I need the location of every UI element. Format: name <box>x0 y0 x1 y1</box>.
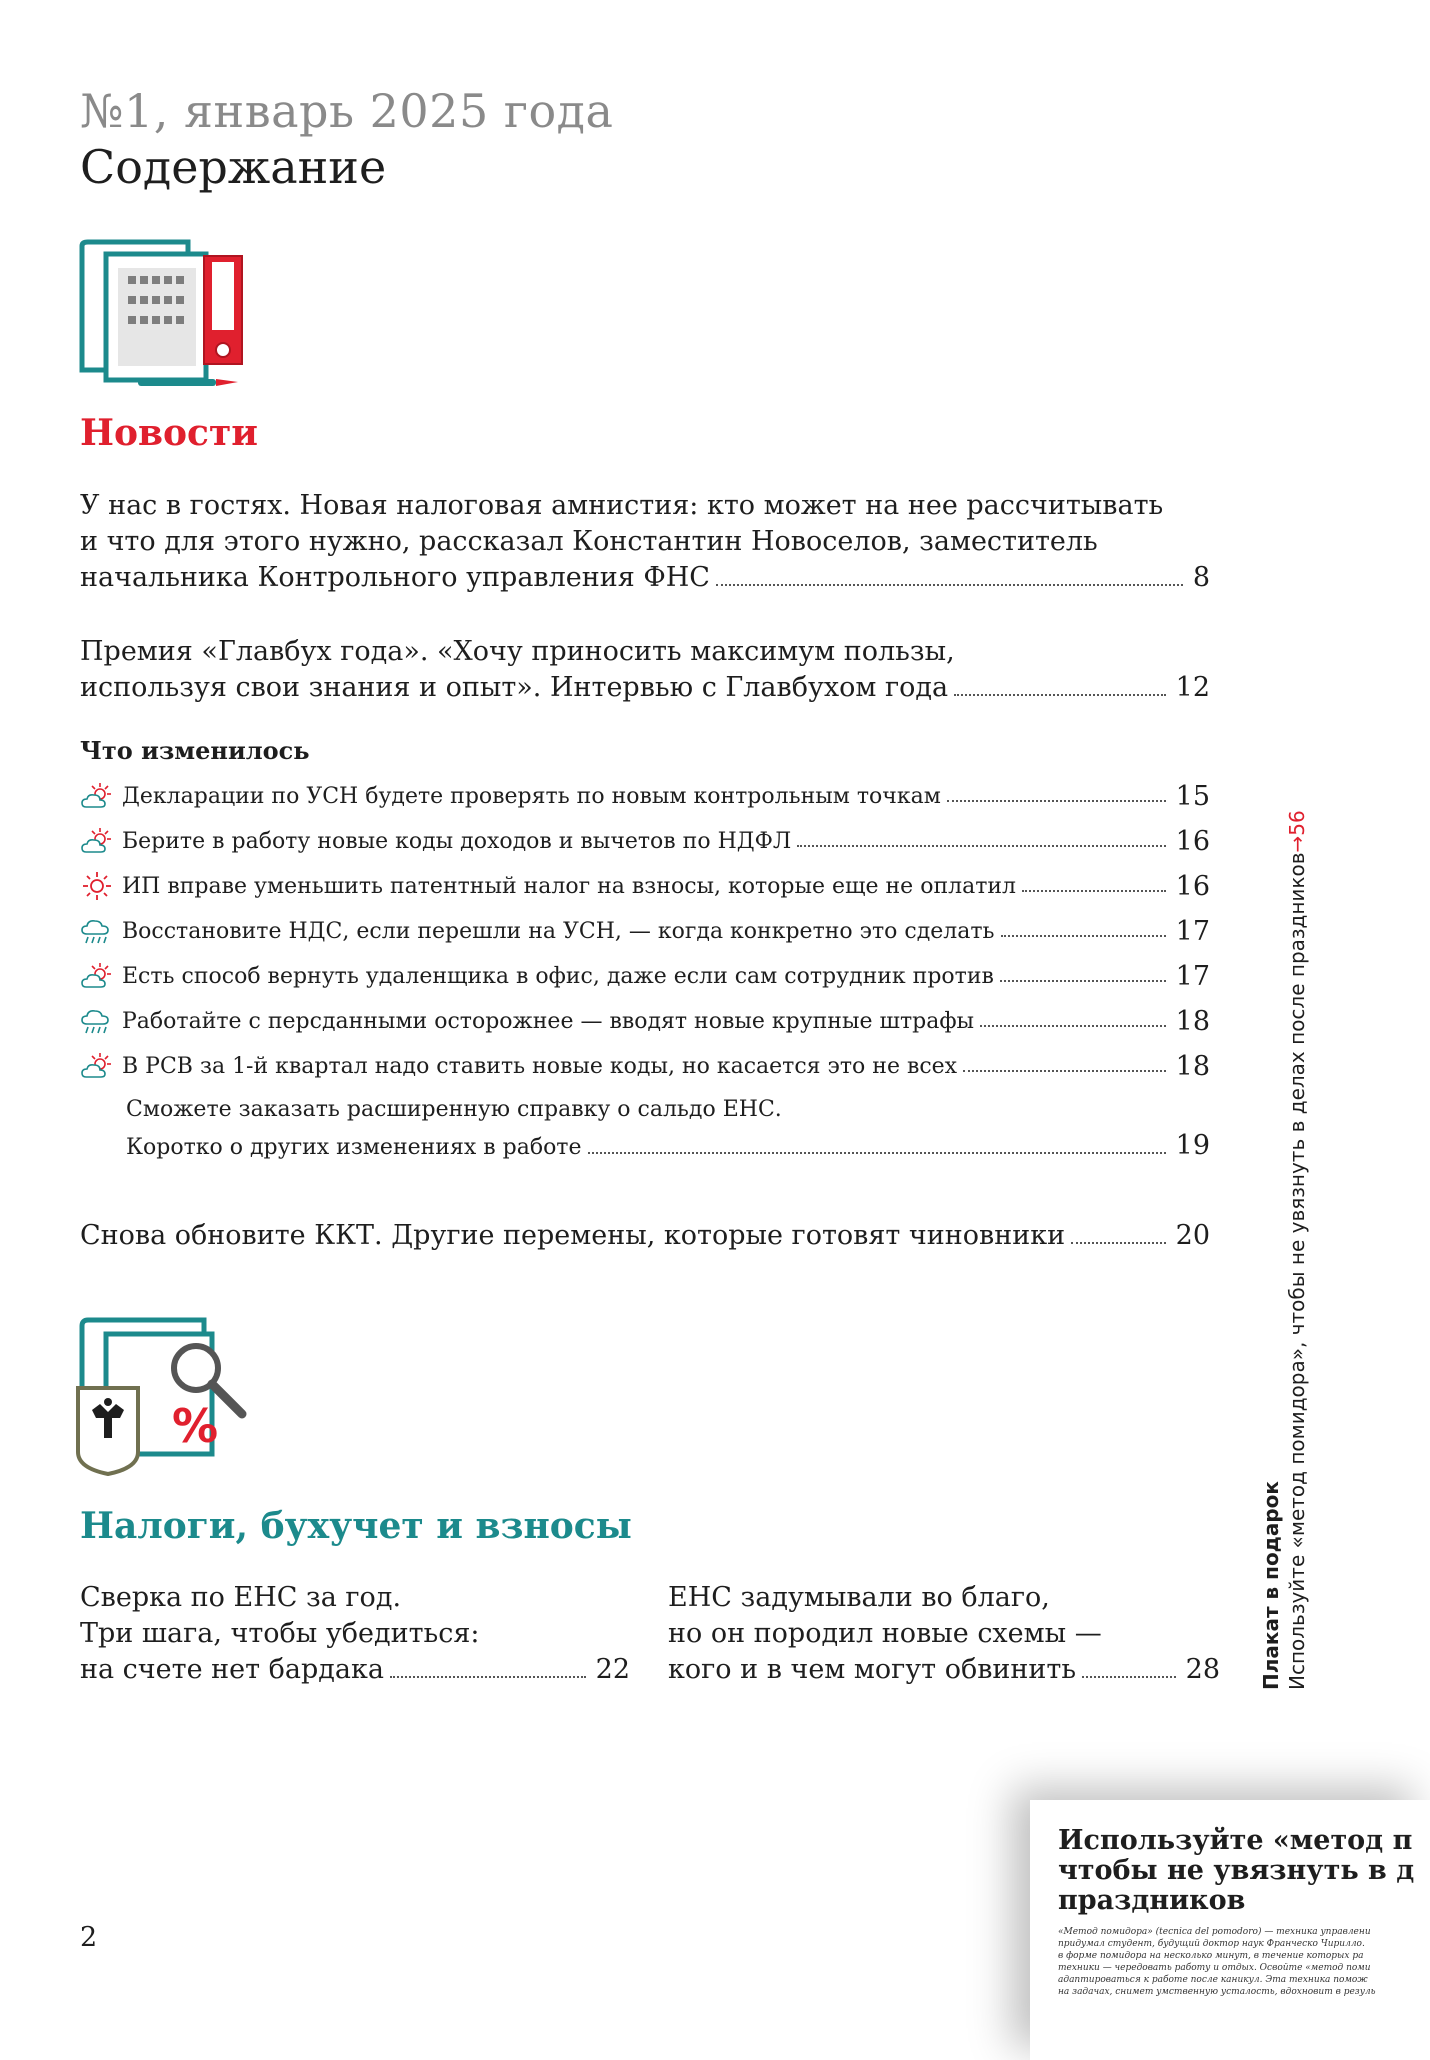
toc-entry[interactable] <box>80 956 1210 996</box>
toc-entry[interactable] <box>80 488 1210 596</box>
issue-label: №1, январь 2025 года <box>80 84 614 138</box>
toc-entry[interactable] <box>80 1046 1210 1086</box>
poster-title-line: Используйте «метод п <box>1058 1825 1413 1856</box>
toc-entry[interactable] <box>80 911 1210 951</box>
page-ref: 16 <box>1175 870 1210 902</box>
page-ref: 20 <box>1175 1220 1210 1251</box>
poster-body-line: адаптироваться к работе после каникул. Эта техника помож <box>1058 1975 1368 1985</box>
leader-dots <box>954 694 1166 696</box>
rain-cloud-icon <box>80 916 114 946</box>
leader-dots <box>1000 980 1166 982</box>
toc-entry-text: Берите в работу новые коды доходов и вычетов по НДФЛ <box>122 828 792 854</box>
news-section-title: Новости <box>80 412 258 454</box>
toc-entry[interactable] <box>80 821 1210 861</box>
tax-documents-icon <box>76 1318 252 1478</box>
toc-entry-line: кого и в чем могут обвинить <box>668 1654 1077 1685</box>
page-ref: 22 <box>595 1654 630 1685</box>
toc-entry-line: Три шага, чтобы убедиться: <box>80 1618 480 1649</box>
poster-body-line: в форме помидора на несколько минут, в течение которых ра <box>1058 1951 1364 1961</box>
leader-dots <box>1001 935 1166 937</box>
sun-icon <box>80 871 114 901</box>
toc-entry-text: В РСВ за 1-й квартал надо ставить новые коды, но касается это не всех <box>122 1053 958 1079</box>
toc-entry[interactable] <box>80 866 1210 906</box>
poster-title-line: чтобы не увязнуть в д <box>1058 1855 1415 1886</box>
toc-entry[interactable] <box>80 776 1210 816</box>
toc-entry[interactable] <box>668 1580 1220 1688</box>
page-ref: 18 <box>1175 1005 1210 1037</box>
page-title: Содержание <box>80 140 387 194</box>
toc-entry-text: Восстановите НДС, если перешли на УСН, — когда конкретно это сделать <box>122 918 995 944</box>
page-ref: 19 <box>1175 1130 1210 1161</box>
poster-body-line: придумал студент, будущий доктор наук Франческо Чирилло. <box>1058 1939 1365 1949</box>
side-note-text: Используйте «метод помидора», чтобы не увязнуть в делах после праздников→56 <box>1285 810 1309 1690</box>
changes-subsection-title: Что изменилось <box>80 736 310 765</box>
toc-entry-line: начальника Контрольного управления ФНС <box>80 562 710 593</box>
toc-entry-text: Работайте с персданными осторожнее — вводят новые крупные штрафы <box>122 1008 975 1034</box>
taxes-section-title: Налоги, бухучет и взносы <box>80 1505 632 1547</box>
documents-folder-icon <box>78 240 248 392</box>
side-note-title: Плакат в подарок <box>1259 1481 1283 1690</box>
toc-entry-line: ЕНС задумывали во благо, <box>668 1582 1050 1613</box>
leader-dots <box>1071 1242 1166 1244</box>
toc-entry[interactable] <box>80 1580 630 1688</box>
poster-body-line: техники — чередовать работу и отдых. Освойте «метод поми <box>1058 1963 1371 1973</box>
leader-dots <box>980 1025 1166 1027</box>
svg-text:%: % <box>172 1399 219 1453</box>
page-ref: 28 <box>1185 1654 1220 1685</box>
toc-entry-line: Сможете заказать расширенную справку о сальдо ЕНС. <box>126 1097 782 1122</box>
leader-dots <box>963 1070 1166 1072</box>
toc-entry-text: ИП вправе уменьшить патентный налог на взносы, которые еще не оплатил <box>122 873 1017 899</box>
poster-title-line: праздников <box>1058 1885 1246 1916</box>
toc-entry-line: Снова обновите ККТ. Другие перемены, которые готовят чиновники <box>80 1220 1066 1251</box>
sun-cloud-icon <box>80 781 114 811</box>
toc-entry-line: Коротко о других изменениях в работе <box>126 1135 582 1160</box>
toc-entry-text: Есть способ вернуть удаленщика в офис, даже если сам сотрудник против <box>122 963 994 989</box>
page-number: 2 <box>80 1922 98 1953</box>
toc-entry-line: используя свои знания и опыт». Интервью с Главбухом года <box>80 672 949 703</box>
sun-cloud-icon <box>80 1051 114 1081</box>
leader-dots <box>588 1152 1166 1154</box>
poster-preview[interactable] <box>1030 1800 1430 2060</box>
leader-dots <box>390 1676 586 1678</box>
page-ref: 16 <box>1175 825 1210 857</box>
page-ref: →56 <box>1285 810 1309 853</box>
page-ref: 17 <box>1175 915 1210 947</box>
toc-entry-line: и что для этого нужно, рассказал Константин Новоселов, заместитель <box>80 526 1098 557</box>
leader-dots <box>716 584 1183 586</box>
toc-entry-line: но он породил новые схемы — <box>668 1618 1102 1649</box>
toc-entry-text: Декларации по УСН будете проверять по новым контрольным точкам <box>122 783 941 809</box>
toc-entry-line: Сверка по ЕНС за год. <box>80 1582 402 1613</box>
page-ref: 8 <box>1192 562 1210 593</box>
leader-dots <box>947 800 1166 802</box>
poster-body-line: на задачах, снимет умственную усталость, вдохновит в резуль <box>1058 1987 1376 1997</box>
toc-entry-line: на счете нет бардака <box>80 1654 384 1685</box>
leader-dots <box>1082 1676 1176 1678</box>
poster-body-line: «Метод помидора» (tecnica del pomodoro) — техника управлени <box>1058 1927 1371 1937</box>
page-ref: 15 <box>1175 780 1210 812</box>
leader-dots <box>1022 890 1166 892</box>
leader-dots <box>797 845 1165 847</box>
rain-cloud-icon <box>80 1006 114 1036</box>
sun-cloud-icon <box>80 826 114 856</box>
page-ref: 18 <box>1175 1050 1210 1082</box>
sun-cloud-icon <box>80 961 114 991</box>
toc-entry[interactable] <box>80 634 1210 706</box>
page-ref: 12 <box>1175 672 1210 703</box>
page-ref: 17 <box>1175 960 1210 992</box>
toc-entry[interactable] <box>80 1001 1210 1041</box>
toc-entry-line: Премия «Главбух года». «Хочу приносить максимум пользы, <box>80 636 955 667</box>
toc-entry[interactable] <box>80 1218 1210 1254</box>
toc-entry-line: У нас в гостях. Новая налоговая амнистия: кто может на нее рассчитывать <box>80 490 1164 521</box>
toc-entry[interactable] <box>126 1092 1210 1166</box>
